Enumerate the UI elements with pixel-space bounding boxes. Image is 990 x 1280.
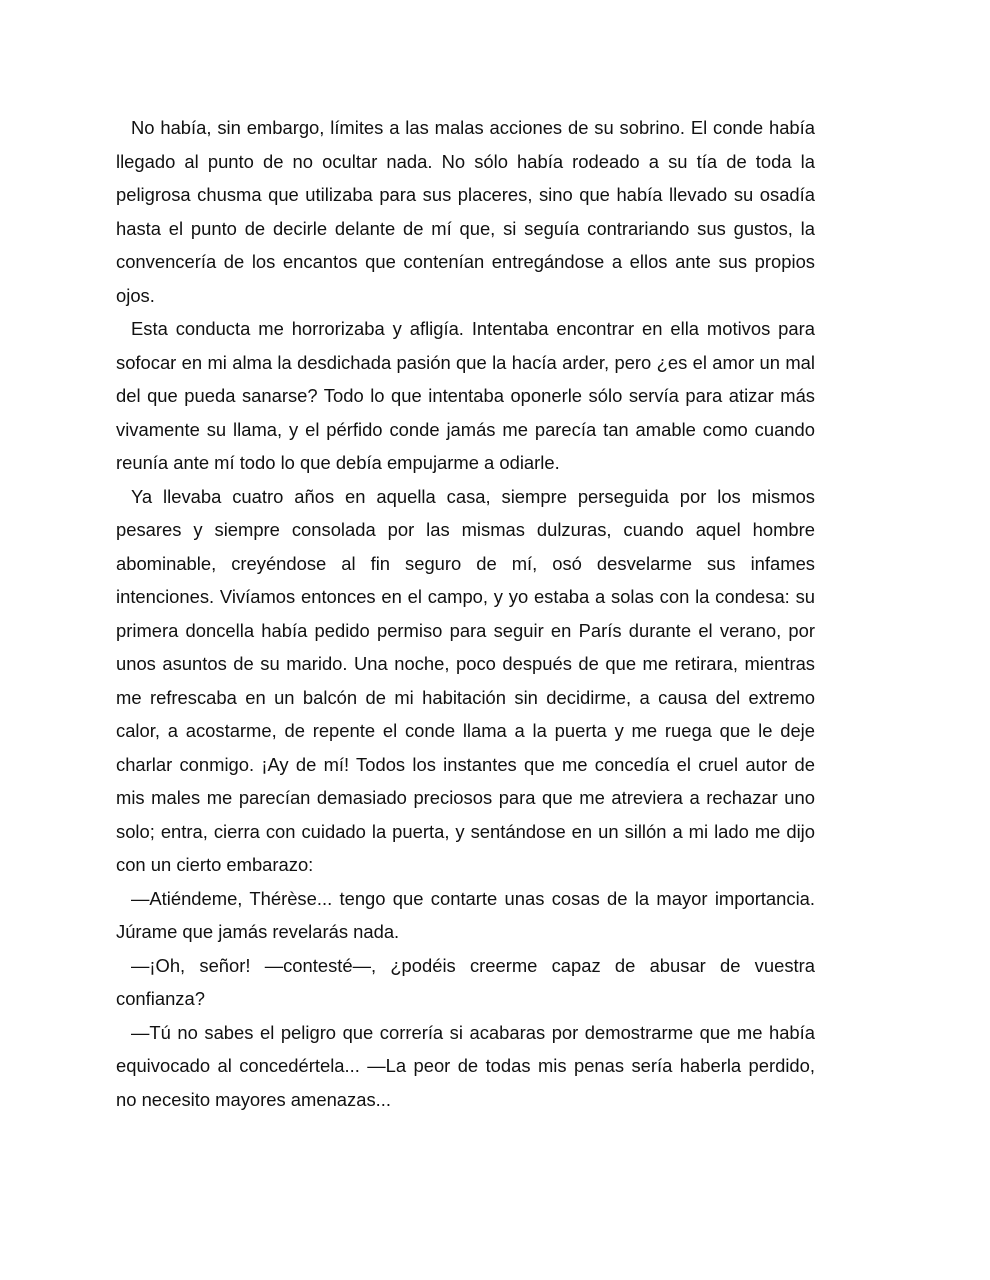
document-page [116, 111, 815, 1116]
paragraph: Ya llevaba cuatro años en aquella casa, siempre perseguida por los mismos pesares y siempre consolada por las mismas dulzuras, cuando aquel hombre abominable, creyéndose al fin seguro de mí, osó desvelarme sus infames intenciones. Vivíamos entonces en el campo, y yo estaba a solas con la condesa: su primera doncella había pedido permiso para seguir en París durante el verano, por unos asuntos de su marido. Una noche, poco después de que me retirara, mientras me refrescaba en un balcón de mi habitación sin decidirme, a causa del extremo calor, a acostarme, de repente el conde llama a la puerta y me ruega que le deje charlar conmigo. ¡Ay de mí! Todos los instantes que me concedía el cruel autor de mis males me parecían demasiado preciosos para que me atreviera a rechazar uno solo; entra, cierra con cuidado la puerta, y sentándose en un sillón a mi lado me dijo con un cierto embarazo: [116, 485, 815, 875]
paragraph: Esta conducta me horrorizaba y afligía. Intentaba encontrar en ella motivos para sofocar en mi alma la desdichada pasión que la hacía arder, pero ¿es el amor un mal del que pueda sanarse? Todo lo que intentaba oponerle sólo servía para atizar más vivamente su llama, y el pérfido conde jamás me parecía tan amable como cuando reunía ante mí todo lo que debía empujarme a odiarle. [116, 318, 815, 473]
paragraph: —¡Oh, señor! —contesté—, ¿podéis creerme capaz de abusar de vuestra confianza? [116, 954, 815, 1009]
paragraph: —Atiéndeme, Thérèse... tengo que contarte unas cosas de la mayor importancia. Júrame que jamás revelarás nada. [116, 887, 815, 942]
paragraph: No había, sin embargo, límites a las malas acciones de su sobrino. El conde había llegado al punto de no ocultar nada. No sólo había rodeado a su tía de toda la peligrosa chusma que utilizaba para sus placeres, sino que había llevado su osadía hasta el punto de decirle delante de mí que, si seguía contrariando sus gustos, la convencería de los encantos que contenían entregándose a ellos ante sus propios ojos. [116, 117, 815, 306]
paragraph: —Tú no sabes el peligro que correría si acabaras por demostrarme que me había equivocado al concedértela... —La peor de todas mis penas sería haberla perdido, no necesito mayores amenazas... [116, 1021, 815, 1110]
